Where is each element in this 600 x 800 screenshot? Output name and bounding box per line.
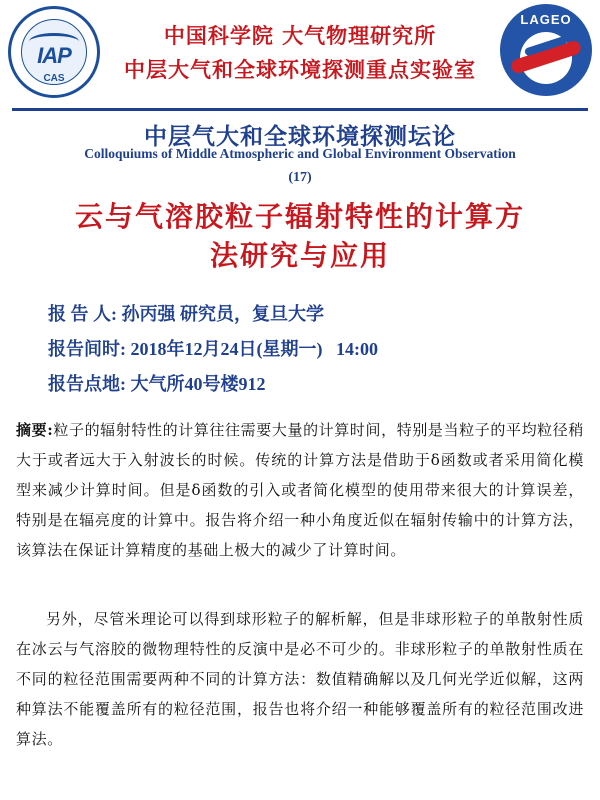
talk-title-line-2: 法研究与应用	[209, 239, 390, 272]
laboratory-name: 中层大气和全球环境探测重点实验室	[124, 57, 476, 82]
forum-title-cn: 中层气大和全球环境探测坛论	[144, 123, 456, 150]
talk-title-line-1: 云与气溶胶粒子辐射特性的计算方	[74, 200, 525, 233]
lageo-logo-text: LAGEO	[520, 12, 572, 27]
abstract-lead: 摘要:	[16, 421, 54, 439]
abstract-paragraph-2: 另外，尽管米理论可以得到球形粒子的解析解，但是非球形粒子的单散射性质在冰云与气溶胶的微物理特性的反演中是必不可少的。非球形粒子的单散射性质在不同的粒径范围需要两种不同的计算方法：数值精确解以及几何光学近似解，这两种算法不能覆盖所有的粒径范围，报告也将介绍一种能够覆盖所有的粒径范围改进算法。	[16, 610, 584, 748]
forum-title-en: Colloquiums of Middle Atmospheric and Global Environment Observation	[84, 146, 516, 161]
time-row	[48, 335, 378, 361]
place-label: 报告点地:	[48, 374, 126, 394]
place-row	[48, 370, 266, 396]
lageo-logo	[500, 4, 592, 96]
time-label: 报告间时:	[48, 339, 126, 359]
forum-issue-number: (17)	[288, 170, 312, 185]
time-value: 2018年12月24日(星期一) 14:00	[130, 339, 378, 359]
abstract-paragraph-1	[16, 415, 584, 565]
speaker-label: 报 告 人:	[48, 304, 117, 324]
speaker-row	[48, 300, 324, 326]
header	[0, 0, 600, 108]
cas-logo-text: CAS	[43, 73, 65, 84]
place-value: 大气所40号楼912	[130, 374, 266, 394]
iap-logo-text: IAP	[37, 43, 71, 68]
abstract-text-1: 粒子的辐射特性的计算往往需要大量的计算时间，特别是当粒子的平均粒径稍大于或者远大于入射波长的时候。传统的计算方法是借助于δ函数或者采用简化模型来减少计算时间。但是δ函数的引入或者简化模型的使用带来很大的计算误差，特别是在辐亮度的计算中。报告将介绍一种小角度近似在辐射传输中的计算方法，该算法在保证计算精度的基础上极大的减少了计算时间。	[16, 421, 584, 559]
iap-logo	[8, 6, 100, 98]
institute-name: 中国科学院 大气物理研究所	[163, 23, 437, 48]
speaker-value: 孙丙强 研究员，复旦大学	[121, 304, 324, 324]
header-divider	[12, 108, 588, 111]
